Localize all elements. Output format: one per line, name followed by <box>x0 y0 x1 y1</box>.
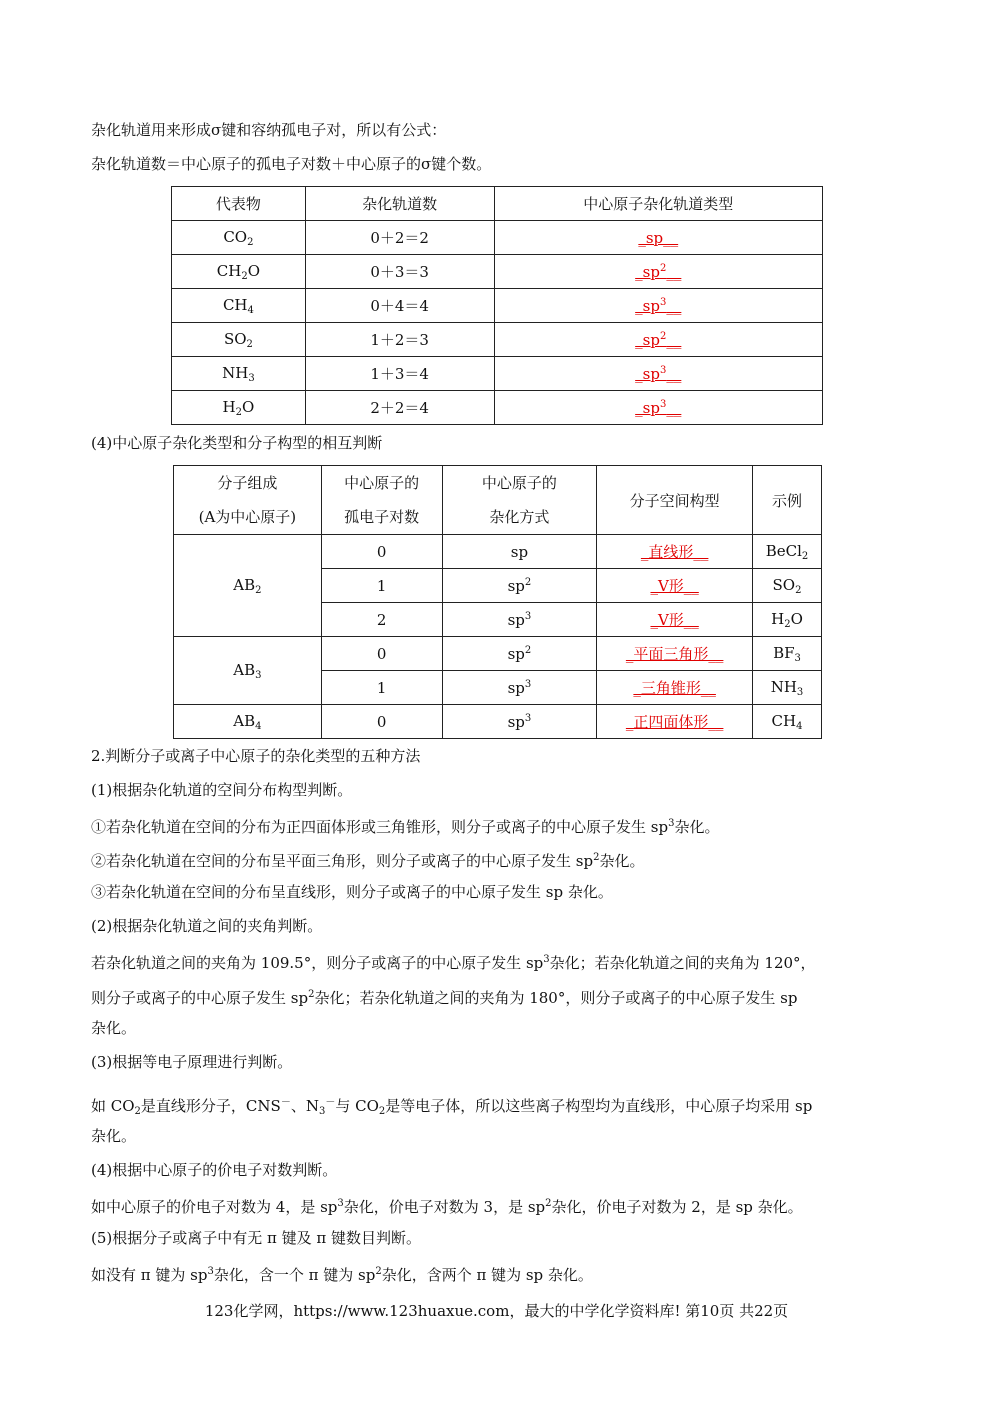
method-3-line-1: 如 $CO_2$是直线形分子，CNS－、$N_3^-$与 $CO_2$是等电子体，所以这些离子构型均为直线形，中心原子均采用 sp <box>91 1097 813 1117</box>
hybrid-type-answer: $\_sp^2\_\_$ <box>494 255 823 289</box>
table-row <box>172 391 823 425</box>
molecular-geometry-table <box>173 465 822 739</box>
intro-line-2: 杂化轨道数＝中心原子的孤电子对数＋中心原子的σ键个数。 <box>91 155 492 173</box>
shape-answer: _平面三角形__ <box>597 637 753 671</box>
example-cell: $BF_3$ <box>753 637 822 671</box>
method-1-item-b: ②若杂化轨道在空间的分布呈平面三角形，则分子或离子的中心原子发生 $sp^2$杂化。 <box>91 852 645 870</box>
method-2-line-2: 则分子或离子的中心原子发生 $sp^2$杂化；若杂化轨道之间的夹角为 180°，则分子或离子的中心原子发生 sp <box>91 989 798 1007</box>
orbital-count-cell: 1＋2＝3 <box>305 323 494 357</box>
table-header-cell: 杂化轨道数 <box>305 187 494 221</box>
hybrid-cell: $sp^3$ <box>442 705 597 739</box>
method-5-line-1: 如没有 π 键为 $sp^3$杂化，含一个 π 键为 $sp^2$杂化，含两个 π 键为 sp 杂化。 <box>91 1266 593 1284</box>
lone-pair-cell: 2 <box>321 603 442 637</box>
compound-cell: $CH_2O$ <box>172 255 306 289</box>
shape-answer: _直线形__ <box>597 535 753 569</box>
compound-cell: $NH_3$ <box>172 357 306 391</box>
lone-pair-cell: 0 <box>321 705 442 739</box>
method-2-title: (2)根据杂化轨道之间的夹角判断。 <box>91 917 323 935</box>
hybrid-cell: $sp^2$ <box>442 637 597 671</box>
compound-cell: $CH_4$ <box>172 289 306 323</box>
table-header-row <box>174 466 822 535</box>
orbital-count-cell: 0＋3＝3 <box>305 255 494 289</box>
shape-answer: _V形__ <box>597 569 753 603</box>
orbital-count-cell: 2＋2＝4 <box>305 391 494 425</box>
table-row <box>172 255 823 289</box>
method-4-title: (4)根据中心原子的价电子对数判断。 <box>91 1161 338 1179</box>
orbital-count-cell: 0＋2＝2 <box>305 221 494 255</box>
group-cell-ab2: $AB_2$ <box>174 535 322 637</box>
hybrid-type-answer: $\_sp^3\_\_$ <box>494 391 823 425</box>
hybrid-cell: $sp^3$ <box>442 603 597 637</box>
method-2-line-1: 若杂化轨道之间的夹角为 109.5°，则分子或离子的中心原子发生 $sp^3$杂化；若杂化轨道之间的夹角为 120°， <box>91 954 816 972</box>
hybrid-type-answer: _sp__ <box>494 221 823 255</box>
table-row <box>174 535 822 569</box>
table-header-cell: 分子组成 (A为中心原子) <box>174 466 322 535</box>
hybrid-type-answer: $\_sp^3\_\_$ <box>494 289 823 323</box>
table-row <box>172 221 823 255</box>
table-header-cell: 代表物 <box>172 187 306 221</box>
hybrid-type-answer: $\_sp^3\_\_$ <box>494 357 823 391</box>
hybrid-type-answer: $\_sp^2\_\_$ <box>494 323 823 357</box>
group-cell-ab3: $AB_3$ <box>174 637 322 705</box>
table-row <box>172 323 823 357</box>
compound-cell: $SO_2$ <box>172 323 306 357</box>
method-1-item-c: ③若杂化轨道在空间的分布呈直线形，则分子或离子的中心原子发生 sp 杂化。 <box>91 883 613 901</box>
intro-line-1: 杂化轨道用来形成σ键和容纳孤电子对，所以有公式： <box>91 121 447 139</box>
method-3-title: (3)根据等电子原理进行判断。 <box>91 1053 293 1071</box>
table-header-row <box>172 187 823 221</box>
example-cell: $CH_4$ <box>753 705 822 739</box>
hybrid-cell: $sp^2$ <box>442 569 597 603</box>
example-cell: $NH_3$ <box>753 671 822 705</box>
compound-cell: $CO_2$ <box>172 221 306 255</box>
shape-answer: _V形__ <box>597 603 753 637</box>
lone-pair-cell: 1 <box>321 671 442 705</box>
method-4-line-1: 如中心原子的价电子对数为 4，是 $sp^3$杂化，价电子对数为 3，是 $sp^2$杂化，价电子对数为 2，是 sp 杂化。 <box>91 1198 803 1216</box>
orbital-count-cell: 0＋4＝4 <box>305 289 494 323</box>
example-cell: $H_2O$ <box>753 603 822 637</box>
shape-answer: _正四面体形__ <box>597 705 753 739</box>
table-row <box>174 705 822 739</box>
lone-pair-cell: 0 <box>321 535 442 569</box>
lone-pair-cell: 0 <box>321 637 442 671</box>
method-3-line-2: 杂化。 <box>91 1127 137 1145</box>
example-cell: $SO_2$ <box>753 569 822 603</box>
table-row <box>174 637 822 671</box>
method-5-title: (5)根据分子或离子中有无 π 键及 π 键数目判断。 <box>91 1229 422 1247</box>
table-header-cell: 中心原子杂化轨道类型 <box>494 187 823 221</box>
table-header-cell: 示例 <box>753 466 822 535</box>
page-footer: 123化学网，https://www.123huaxue.com，最大的中学化学资料库! 第10页 共22页 <box>204 1302 789 1320</box>
compound-cell: $H_2O$ <box>172 391 306 425</box>
method-1-item-a: ①若杂化轨道在空间的分布为正四面体形或三角锥形，则分子或离子的中心原子发生 $sp^3$杂化。 <box>91 818 720 836</box>
table-header-cell: 中心原子的 杂化方式 <box>442 466 597 535</box>
group-cell-ab4: $AB_4$ <box>174 705 322 739</box>
table-header-cell: 分子空间构型 <box>597 466 753 535</box>
shape-answer: _三角锥形__ <box>597 671 753 705</box>
method-2-line-3: 杂化。 <box>91 1019 137 1037</box>
lone-pair-cell: 1 <box>321 569 442 603</box>
table-row <box>172 357 823 391</box>
section-4-title: (4)中心原子杂化类型和分子构型的相互判断 <box>91 434 383 452</box>
table-header-cell: 中心原子的 孤电子对数 <box>321 466 442 535</box>
hybridization-orbital-table <box>171 186 823 425</box>
hybrid-cell: sp <box>442 535 597 569</box>
hybrid-cell: $sp^3$ <box>442 671 597 705</box>
section-2-title: 2.判断分子或离子中心原子的杂化类型的五种方法 <box>91 747 421 765</box>
method-1-title: (1)根据杂化轨道的空间分布构型判断。 <box>91 781 353 799</box>
table-row <box>172 289 823 323</box>
orbital-count-cell: 1＋3＝4 <box>305 357 494 391</box>
example-cell: BeCl$_2$ <box>753 535 822 569</box>
